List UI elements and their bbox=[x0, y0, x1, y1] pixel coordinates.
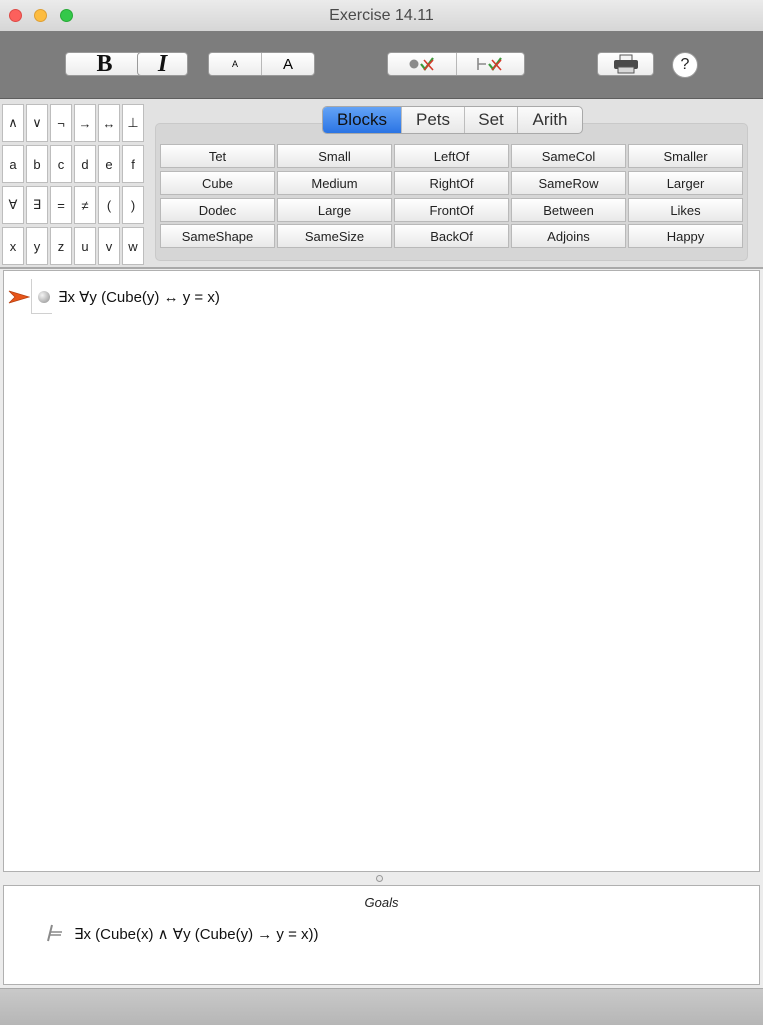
predicate-button[interactable]: SameSize bbox=[277, 224, 392, 248]
window-title: Exercise 14.11 bbox=[329, 7, 434, 24]
symbol-key[interactable]: ∀ bbox=[2, 186, 24, 224]
title-bar bbox=[0, 0, 763, 32]
premise-status-icon bbox=[38, 291, 50, 303]
predicate-button[interactable]: Between bbox=[511, 198, 626, 222]
symbol-key[interactable]: x bbox=[2, 227, 24, 265]
bold-button[interactable]: B bbox=[65, 52, 144, 76]
pane-splitter[interactable] bbox=[0, 872, 763, 885]
premise-sentence[interactable]: ∃x ∀y (Cube(y) ↔ y = x) bbox=[58, 289, 220, 306]
predicate-button[interactable]: Happy bbox=[628, 224, 743, 248]
symbol-key[interactable]: ⊥ bbox=[122, 104, 144, 142]
tab-pets[interactable]: Pets bbox=[401, 107, 464, 133]
verify-control bbox=[387, 52, 525, 76]
symbol-key[interactable]: ∃ bbox=[26, 186, 48, 224]
symbol-key[interactable]: z bbox=[50, 227, 72, 265]
predicate-button[interactable]: Adjoins bbox=[511, 224, 626, 248]
premise-arrow-icon bbox=[8, 290, 30, 304]
predicate-button[interactable]: Tet bbox=[160, 144, 275, 168]
predicate-button[interactable]: Smaller bbox=[628, 144, 743, 168]
predicate-button[interactable]: Larger bbox=[628, 171, 743, 195]
predicate-button[interactable]: RightOf bbox=[394, 171, 509, 195]
predicate-button[interactable]: Dodec bbox=[160, 198, 275, 222]
status-bar bbox=[0, 988, 763, 1025]
verify-proof-icon bbox=[473, 55, 507, 73]
italic-button[interactable]: I bbox=[137, 52, 188, 76]
tab-blocks[interactable]: Blocks bbox=[323, 107, 401, 133]
symbol-key[interactable]: ∧ bbox=[2, 104, 24, 142]
symbol-key[interactable]: ↔ bbox=[98, 104, 120, 142]
verify-proof-button[interactable] bbox=[456, 53, 525, 75]
predicate-button[interactable]: SameCol bbox=[511, 144, 626, 168]
symbol-key[interactable]: ( bbox=[98, 186, 120, 224]
predicate-button[interactable]: SameRow bbox=[511, 171, 626, 195]
symbol-key[interactable]: → bbox=[74, 104, 96, 142]
goal-turnstile-icon bbox=[42, 923, 66, 943]
font-larger-button[interactable]: A bbox=[261, 53, 314, 75]
symbol-key[interactable]: = bbox=[50, 186, 72, 224]
proof-area[interactable] bbox=[3, 270, 760, 872]
symbol-key[interactable]: v bbox=[98, 227, 120, 265]
verify-step-icon bbox=[405, 55, 439, 73]
symbol-key[interactable]: e bbox=[98, 145, 120, 183]
font-size-control bbox=[208, 52, 315, 76]
symbol-key[interactable]: w bbox=[122, 227, 144, 265]
predicate-button[interactable]: Large bbox=[277, 198, 392, 222]
predicate-button[interactable]: LeftOf bbox=[394, 144, 509, 168]
symbol-key[interactable]: y bbox=[26, 227, 48, 265]
tab-set[interactable]: Set bbox=[464, 107, 517, 133]
symbol-key[interactable]: ) bbox=[122, 186, 144, 224]
printer-icon bbox=[612, 54, 640, 74]
print-button[interactable] bbox=[597, 52, 654, 76]
tab-arith[interactable]: Arith bbox=[517, 107, 582, 133]
symbol-key[interactable]: ∨ bbox=[26, 104, 48, 142]
symbol-key[interactable]: d bbox=[74, 145, 96, 183]
symbol-key[interactable]: ¬ bbox=[50, 104, 72, 142]
symbol-key[interactable]: c bbox=[50, 145, 72, 183]
symbol-key[interactable]: b bbox=[26, 145, 48, 183]
splitter-handle-icon[interactable] bbox=[376, 875, 383, 882]
font-smaller-button[interactable]: A bbox=[231, 59, 238, 69]
predicate-button[interactable]: BackOf bbox=[394, 224, 509, 248]
symbol-key[interactable]: ≠ bbox=[74, 186, 96, 224]
predicate-button[interactable]: Medium bbox=[277, 171, 392, 195]
goals-title: Goals bbox=[364, 895, 399, 910]
predicate-button[interactable]: FrontOf bbox=[394, 198, 509, 222]
symbol-key[interactable]: u bbox=[74, 227, 96, 265]
verify-step-button[interactable] bbox=[388, 53, 456, 75]
goal-sentence: ∃x (Cube(x) ∧ ∀y (Cube(y) → y = x)) bbox=[74, 926, 319, 943]
symbol-key[interactable]: f bbox=[122, 145, 144, 183]
predicate-button[interactable]: SameShape bbox=[160, 224, 275, 248]
help-button[interactable]: ? bbox=[672, 52, 698, 78]
predicate-button[interactable]: Small bbox=[277, 144, 392, 168]
predicate-button[interactable]: Cube bbox=[160, 171, 275, 195]
predicate-tabs bbox=[322, 106, 583, 134]
symbol-key[interactable]: a bbox=[2, 145, 24, 183]
toolbar bbox=[0, 31, 763, 99]
goals-panel bbox=[3, 885, 760, 985]
predicate-button[interactable]: Likes bbox=[628, 198, 743, 222]
